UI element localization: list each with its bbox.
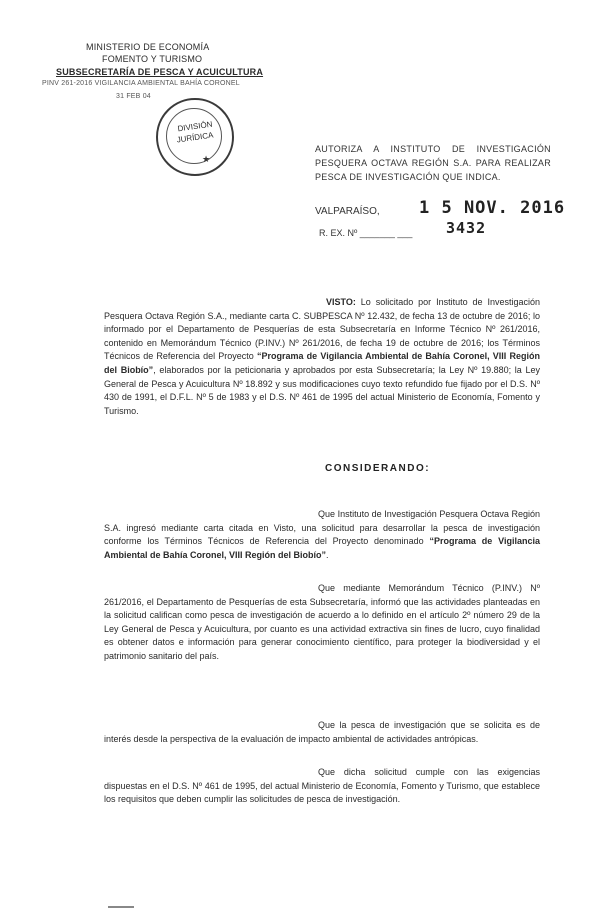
resolution-label: R. EX. Nº _______ ___ [319,228,413,238]
c2-text: Que mediante Memorándum Técnico (P.INV.) Nº 261/2016, el Departamento de Pesquerías de esta Subsecretaría, informó que las actividades planteadas en la solicitud califican como pesca de investigación de acuerdo a lo definido en el artículo 2º número 29 de la Ley General de Pesca y Acuicultura, por cuanto es una actividad extractiva sin fines de lucro, cuyo finalidad es obtener datos e información para generar conocimiento científico, para proteger la biodiversidad y el patrimonio sanitario del país. [104,583,540,661]
considerando-paragraph-1 [104,508,540,562]
resolution-summary: AUTORIZA A INSTITUTO DE INVESTIGACIÓN PESQUERA OCTAVA REGIÓN S.A. PARA REALIZAR PESCA DE INVESTIGACIÓN QUE INDICA. [315,144,551,182]
file-reference: PINV 261-2016 VIGILANCIA AMBIENTAL BAHÍA CORONEL [42,80,240,87]
visto-text-a: Lo solicitado por Instituto de Investigación Pesquera Octava Región S.A., mediante carta C. SUBPESCA Nº 12.432, de fecha 13 de octubre de 2016; lo informado por el Departamento de Pesquerías de esta Subsecretaría en Informe Técnico Nº 261/2016, contenido en Memorándum Técnico (P.INV.) Nº 261/2016, de fecha 19 de octubre de 2016; los Términos Técnicos de Referencia del Proyecto [104,297,540,362]
considerando-paragraph-2 [104,582,540,664]
star-icon: ★ [202,154,211,164]
considerando-heading: CONSIDERANDO: [325,463,431,474]
c1-text-a: Que Instituto de Investigación Pesquera Octava Región S.A. ingresó mediante carta citada en Visto, una solicitud para desarrollar la pesca de investigación conforme los Términos Técnicos de Referencia del Proyecto denominado [104,509,540,547]
place-name: VALPARAÍSO, [315,206,380,217]
visto-project-title: “Programa de Vigilancia Ambiental de Bahía Coronel, VIII Región del Biobío” [104,351,540,375]
ministry-subtitle: FOMENTO Y TURISMO [102,54,203,64]
considerando-paragraph-3 [104,719,540,746]
stamp-text-line2: JURÍDICA [176,130,214,145]
c1-text-b: . [326,549,329,560]
visto-text-b: , elaborados por la peticionaria y aprobados por esta Subsecretaría; la Ley Nº 19.880; la Ley General de Pesca y Acuicultura Nº 18.892 y sus modificaciones cuyo texto refundido fue fijado por el D.S. Nº 430 de 1991, el D.F.L. Nº 5 de 1983 y el D.S. Nº 461 de 1995 del actual Ministerio de Economía, Fomento y Turismo. [104,364,540,416]
considerando-paragraph-4 [104,766,540,807]
scan-mark [108,906,134,908]
c4-text: Que dicha solicitud cumple con las exigencias dispuestas en el D.S. Nº 461 de 1995, del actual Ministerio de Economía, Fomento y Turismo, que establece los requisitos que deben cumplir las solicitudes de pesca de investigación. [104,767,540,805]
resolution-number: 3432 [446,219,487,237]
subsecretaria-name: SUBSECRETARÍA DE PESCA Y ACUICULTURA [56,67,264,77]
visto-label: VISTO: [326,297,356,307]
visto-paragraph [104,296,540,418]
ministry-name: MINISTERIO DE ECONOMÍA [86,42,210,52]
c3-text: Que la pesca de investigación que se solicita es de interés desde la perspectiva de la evaluación de impacto ambiental de actividades antrópicas. [104,720,540,744]
c1-project-title: “Programa de Vigilancia Ambiental de Bahía Coronel, VIII Región del Biobío” [104,536,541,560]
legal-division-stamp [156,98,234,176]
file-code: 31 FEB 04 [116,93,151,100]
date-stamp: 1 5 NOV. 2016 [419,198,566,218]
stamp-text-line1: DIVISIÓN [176,119,214,134]
